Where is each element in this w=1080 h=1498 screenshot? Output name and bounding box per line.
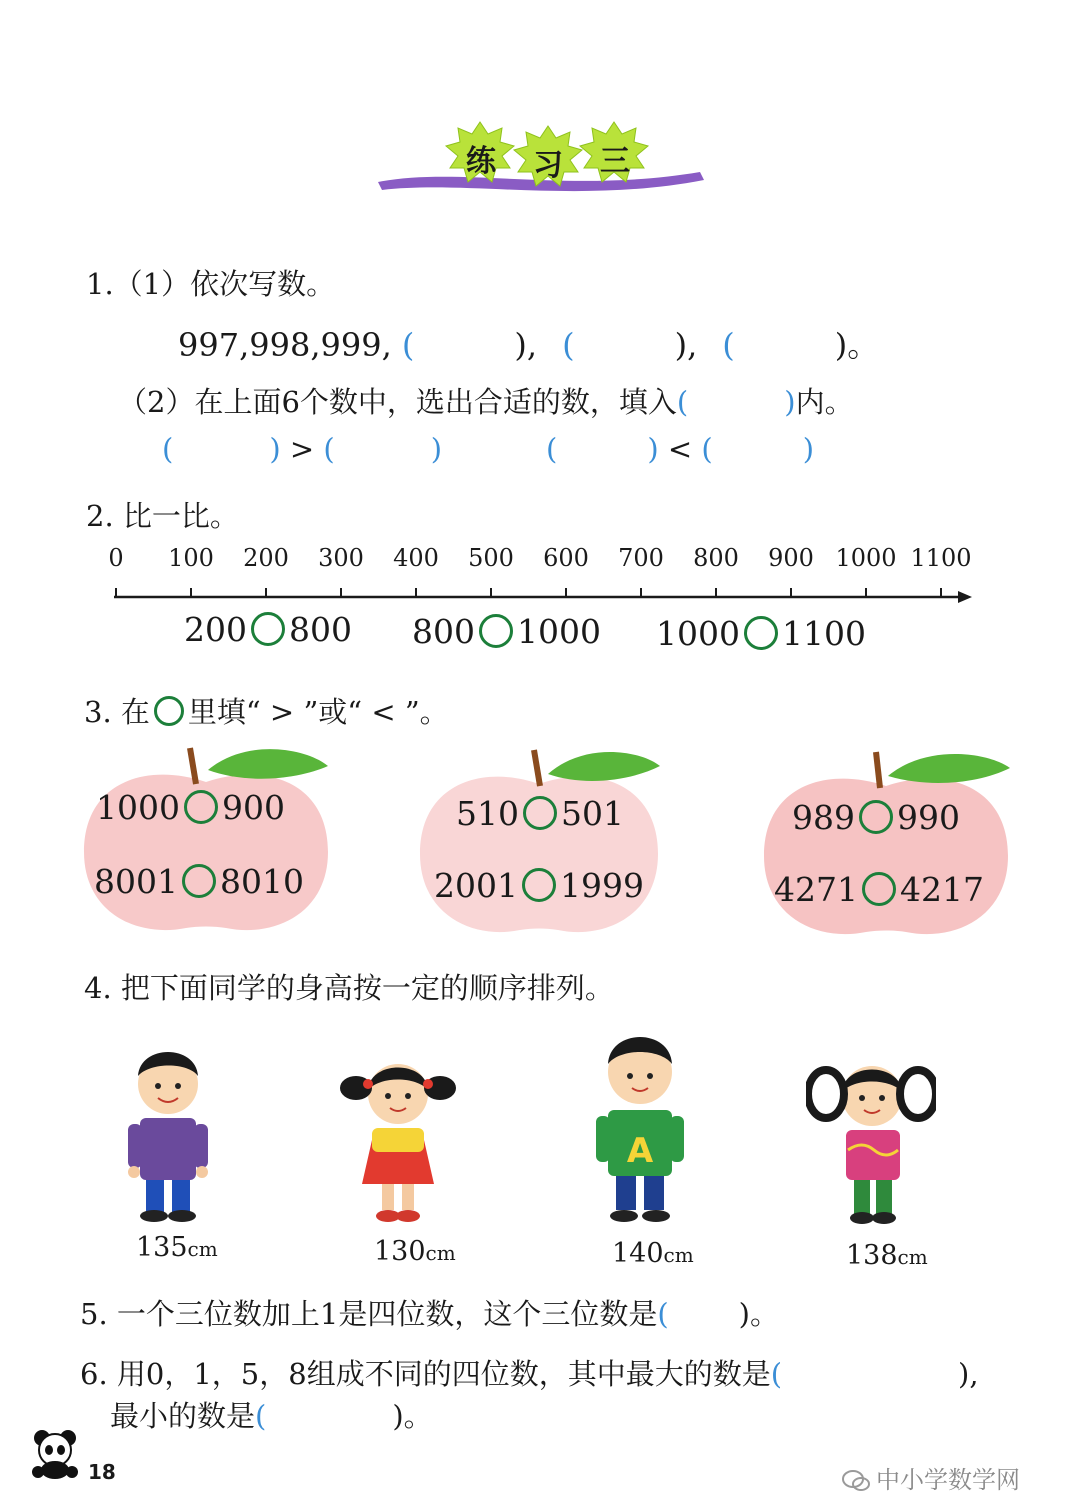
- number-line-tick-label: 300: [318, 544, 364, 572]
- compare-circle[interactable]: [251, 612, 285, 646]
- q1-heading: 1.（1）依次写数。: [86, 267, 336, 301]
- q1-blank-2[interactable]: ( ),: [562, 326, 698, 364]
- q2-compare-1: 200 800: [184, 610, 352, 649]
- svg-text:A: A: [626, 1131, 654, 1171]
- number-line-tick-label: 600: [543, 544, 589, 572]
- number-line-tick-label: 700: [618, 544, 664, 572]
- apple-shape: [414, 744, 664, 944]
- apple-2-row-1: 510 501: [456, 794, 624, 833]
- q2-heading: 2. 比一比。: [86, 499, 239, 533]
- q2-compare-row-2: 800 1000: [412, 612, 601, 651]
- number-line-tick-label: 400: [393, 544, 439, 572]
- q1-sequence: 997,998,999,: [178, 326, 392, 364]
- kid-2-height: 130cm: [374, 1236, 456, 1267]
- compare-circle[interactable]: [523, 796, 557, 830]
- kid-1-illustration: [124, 1036, 214, 1222]
- q1-lt-blank-left[interactable]: ( ): [546, 432, 659, 466]
- apple-3: [756, 746, 1016, 946]
- q1-blank-1[interactable]: ( ),: [401, 326, 538, 364]
- q6-min-blank[interactable]: (: [255, 1399, 267, 1433]
- heading-circle: [154, 696, 184, 726]
- q1-lt-sign: <: [667, 432, 693, 466]
- q1-part2-blank[interactable]: ( ): [676, 385, 796, 419]
- apple-1-row-2: 8001 8010: [94, 862, 304, 901]
- number-line: [108, 544, 974, 608]
- kid-1-height: 135cm: [136, 1232, 218, 1263]
- apple-shape: [76, 742, 336, 942]
- q2-compare-row: [184, 610, 352, 649]
- q1-gt-blank-right[interactable]: ( ): [323, 432, 443, 466]
- q1-gt-blank-left[interactable]: ( ): [162, 432, 281, 466]
- compare-circle[interactable]: [862, 872, 896, 906]
- number-line-axis: [114, 544, 974, 608]
- apple-3-row-2: 4271 4217: [774, 870, 984, 909]
- apple-2-row-2: 2001 1999: [434, 866, 644, 905]
- compare-circle[interactable]: [479, 614, 513, 648]
- compare-circle[interactable]: [184, 790, 218, 824]
- number-line-tick-label: 100: [168, 544, 214, 572]
- q6-line-2: 最小的数是( )。: [110, 1399, 433, 1433]
- kid-4-illustration: [806, 1044, 936, 1226]
- q4-heading: 4. 把下面同学的身高按一定的顺序排列。: [84, 971, 614, 1005]
- apple-shape: [756, 746, 1016, 946]
- title-char-1: 练: [466, 144, 496, 179]
- q1-compare-gt: [162, 432, 442, 466]
- q3-heading: 3. 在 里填“ > ”或“ < ”。: [84, 695, 449, 729]
- panda-icon: [30, 1428, 80, 1480]
- kid-2-illustration: [338, 1044, 458, 1224]
- kid-3-height: 140cm: [612, 1238, 694, 1269]
- title-char-2: 习: [533, 148, 563, 183]
- q1-part2: （2）在上面6个数中，选出合适的数，填入( )内。: [118, 385, 854, 419]
- number-line-tick-label: 500: [468, 544, 514, 572]
- kid-4-height: 138cm: [846, 1240, 928, 1271]
- number-line-tick-label: 1000: [835, 544, 897, 572]
- q1-blank-3[interactable]: ( )。: [722, 326, 880, 364]
- title-char-3: 三: [600, 144, 630, 179]
- q5-blank[interactable]: (: [657, 1297, 669, 1331]
- compare-circle[interactable]: [182, 864, 216, 898]
- number-line-tick-label: 200: [243, 544, 289, 572]
- apple-3-row-1: 989 990: [792, 798, 960, 837]
- q6-max-blank[interactable]: (: [770, 1357, 783, 1391]
- q1-gt-sign: >: [289, 432, 315, 466]
- watermark: 中小学数学网: [842, 1460, 1020, 1495]
- page-number: 18: [88, 1460, 116, 1484]
- wechat-icon: [842, 1470, 870, 1492]
- kid-3-illustration: [592, 1020, 688, 1224]
- number-line-tick-label: 0: [108, 544, 124, 572]
- number-line-tick-label: 1100: [910, 544, 972, 572]
- apple-1: [76, 742, 336, 942]
- title-banner: [370, 118, 710, 210]
- compare-circle[interactable]: [744, 616, 778, 650]
- q1-sequence-line: [178, 320, 880, 366]
- apple-1-row-1: 1000 900: [96, 788, 285, 827]
- compare-circle[interactable]: [859, 800, 893, 834]
- q1-compare-lt: [546, 432, 814, 466]
- compare-circle[interactable]: [522, 868, 556, 902]
- apple-2: [414, 744, 664, 944]
- q5: 5. 一个三位数加上1是四位数，这个三位数是( )。: [80, 1297, 779, 1331]
- number-line-tick-label: 900: [768, 544, 814, 572]
- q2-compare-row-3: 1000 1100: [656, 614, 866, 653]
- number-line-tick-label: 800: [693, 544, 739, 572]
- q6-line-1: 6. 用0，1，5，8组成不同的四位数，其中最大的数是( ),: [80, 1357, 979, 1391]
- q1-lt-blank-right[interactable]: ( ): [701, 432, 815, 466]
